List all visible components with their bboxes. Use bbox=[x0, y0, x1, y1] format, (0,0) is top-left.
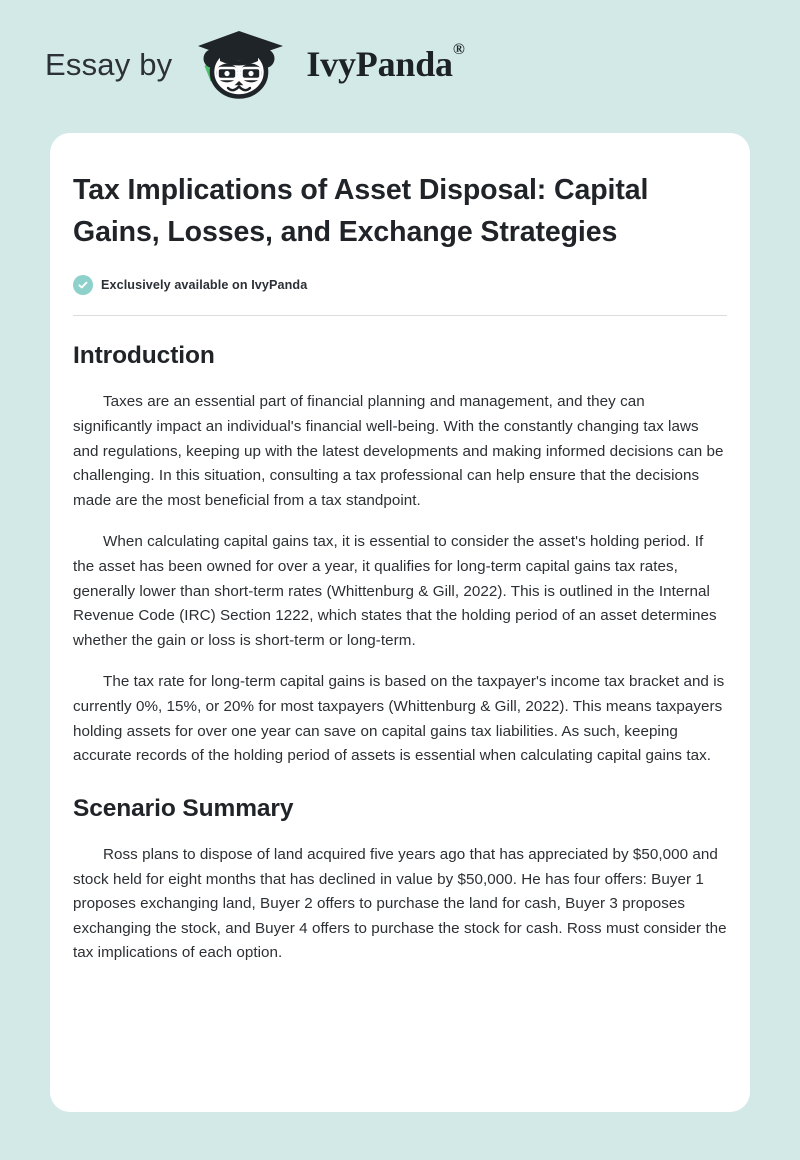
essay-by-label: Essay by bbox=[45, 47, 173, 82]
paragraph: When calculating capital gains tax, it is essential to consider the asset's holding period. If the asset has been owned for over a year, it qualifies for long-term capital gains tax rates, generally lower than short-term rates (Whittenburg & Gill, 2022). This is outlined in the Internal Revenue Code (IRC) Section 1222, which states that the holding period of an asset determines whether the gain or loss is short-term or long-term. bbox=[73, 533, 717, 649]
ivypanda-wordmark-text: IvyPanda bbox=[306, 43, 453, 84]
section-heading-introduction: Introduction bbox=[73, 342, 215, 369]
paragraph: Ross plans to dispose of land acquired five years ago that has appreciated by $50,000 and stock held for eight months that has declined in value by $50,000. He has four offers: Buyer 1 proposes exchanging land, Buyer 2 offers to purchase the land for cash, Buyer 3 proposes exchanging the stock, and Buyer 4 offers to purchase the stock for cash. Ross must consider the tax implications of each option. bbox=[73, 846, 727, 962]
ivypanda-logo[interactable] bbox=[190, 28, 464, 100]
status-badge: Exclusively available on IvyPanda bbox=[101, 278, 308, 292]
section-introduction bbox=[73, 341, 727, 769]
ivypanda-panda-graduate-logo-icon bbox=[190, 28, 302, 100]
ivypanda-wordmark bbox=[306, 40, 465, 84]
section-heading-scenario-summary: Scenario Summary bbox=[73, 794, 294, 822]
paragraph: Taxes are an essential part of financial planning and management, and they can significantly impact an individual's financial well-being. With the constantly changing tax laws and regulations, keeping up with the latest developments and making informed decisions can be challenging. In this situation, consulting a tax professional can help ensure that the decisions made are the most beneficial from a tax standpoint. bbox=[73, 393, 724, 509]
exclusive-availability-badge bbox=[73, 275, 727, 295]
essay-card bbox=[50, 133, 750, 1112]
header-divider bbox=[73, 315, 727, 316]
page-title: Tax Implications of Asset Disposal: Capital Gains, Losses, and Exchange Strategies bbox=[73, 174, 649, 248]
paragraph: The tax rate for long-term capital gains is based on the taxpayer's income tax bracket and is currently 0%, 15%, or 20% for most taxpayers (Whittenburg & Gill, 2022). This means taxpayers holding assets for over one year can save on capital gains tax liabilities. As such, keeping accurate records of the holding period of assets is essential when calculating capital gains tax. bbox=[73, 673, 725, 765]
registered-trademark-mark: ® bbox=[452, 40, 465, 58]
brand-header bbox=[0, 0, 800, 133]
section-scenario-summary bbox=[73, 794, 727, 966]
check-circle-icon bbox=[73, 275, 93, 295]
